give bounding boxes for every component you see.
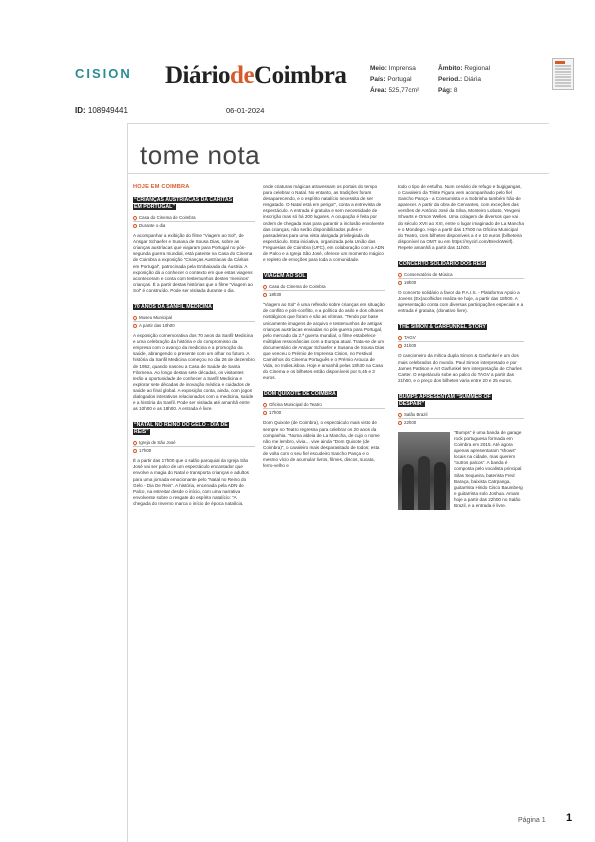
period-value: Diária bbox=[464, 76, 481, 83]
event-place bbox=[133, 214, 255, 222]
section-divider bbox=[127, 173, 549, 174]
headline-natal-reino-gelo: “NATAL NO REINO DO GELO - DIA DE REIS” bbox=[134, 422, 228, 436]
event-time bbox=[263, 291, 385, 298]
clock-icon bbox=[263, 411, 267, 415]
location-pin-icon bbox=[397, 272, 403, 278]
cision-logo: CISION bbox=[75, 66, 132, 81]
article-body-continued: todo o tipo de entulho. Num cenário de refugo e bugigangas, o Cavaleiro da Triste Figura vem acompanhado pelo fiel Sancho Pança - a Consumista e a Sobrinha também hão-de aparecer. A partir da obra de Cervantes, com exceções das versões de António José da Silva, Monteiro Lobato, Yevgeni Shvarts e Orson Welles. Uma colagem de diversos que vai do século XVII ao XXI, entre o lugar imaginado de La Mancha e o Mondego. Hoje a partir das 17h00 na Oficina Municipal do Teatro, com bilhetes disponíveis a 4 e 10 euros (bilheteira disponível na OMT ou em https://mycirl.com/BreckWeiIf). Repete amanhã a partir das 11h00. bbox=[398, 184, 524, 250]
period-label: Period.: bbox=[438, 76, 463, 83]
headline-viagem-ao-sol: VIAGEM AO SOL bbox=[264, 273, 306, 280]
pag-label: Pág: bbox=[438, 87, 453, 94]
clock-icon bbox=[133, 449, 137, 453]
headline-criancas-austriacas: “CRIANÇAS AUSTRÍACAS DA CÁRITAS EM PORTUGAL” bbox=[134, 197, 233, 211]
article-body: Dom Quixote (de Coimbra), o espectáculo mais visto de sempre no Teatro regressa para celebrar os 20 anos da companhia. “Numa aldeia de La Mancha, de cujo o nome não me lembro, vivia… vive ainda “Dom Quixote (de Coimbra)”, o cavaleiro mais desparasitado de todos; esta de volta com o seu fiel escudeiro Sancho Pança e o mesmo vício de acumular livros, filmes, discos, sucata, ferro-velho e bbox=[263, 420, 380, 469]
masthead-de: de bbox=[230, 62, 255, 89]
time-text: 21h00 bbox=[404, 343, 417, 349]
ambito-label: Âmbito: bbox=[438, 65, 463, 72]
time-text: 18h30 bbox=[269, 292, 282, 298]
article-body: O concerto solidário a favor da P.A.I.S. - Plataforma Apoio a Jovens (Ex)acolhidos realiza-se hoje, a partir das 18h00. A apresentação conta com diversas participações especiais e a entrada é gratuita, (donativo livre). bbox=[398, 290, 524, 314]
event-place bbox=[398, 334, 524, 342]
location-pin-icon bbox=[397, 412, 403, 418]
column-2 bbox=[263, 184, 385, 469]
meio-label: Meio: bbox=[370, 65, 387, 72]
place-text: Casa do Cinema de Coimbra bbox=[139, 215, 196, 221]
place-text: Igreja de São José bbox=[139, 440, 176, 446]
kicker: HOJE EM COIMBRA bbox=[133, 184, 190, 190]
meta-block-right bbox=[438, 63, 490, 96]
event-time bbox=[133, 222, 255, 229]
masthead-diario: Diário bbox=[165, 62, 231, 89]
headline-concerto-solidario: CONCERTO SOLIDÁRIO DOS REIS bbox=[399, 261, 486, 268]
pag-value: 8 bbox=[453, 87, 458, 94]
clock-icon bbox=[398, 344, 402, 348]
event-time bbox=[398, 342, 524, 349]
event-time bbox=[398, 419, 524, 426]
place-text: Conservatório de Música bbox=[404, 272, 453, 278]
area-label: Área: bbox=[370, 87, 387, 94]
column-1 bbox=[133, 184, 255, 507]
place-text: Casa do Cinema de Coimbra bbox=[269, 284, 326, 290]
event-time bbox=[263, 409, 385, 416]
id-label: ID: bbox=[75, 106, 86, 115]
section-title: tome nota bbox=[140, 140, 261, 170]
clock-icon bbox=[263, 293, 267, 297]
column-3 bbox=[398, 184, 524, 512]
event-place bbox=[263, 283, 385, 291]
clipping-date: 06-01-2024 bbox=[226, 106, 265, 115]
place-text: Oficina Municipal do Teatro bbox=[269, 402, 322, 408]
time-text: 17h00 bbox=[139, 448, 152, 454]
location-pin-icon bbox=[132, 215, 138, 221]
clock-icon bbox=[133, 224, 137, 228]
event-place bbox=[398, 271, 524, 279]
page-number: 1 bbox=[566, 812, 573, 824]
article-body-continued: onde criaturas mágicas atravessam os portais do tempo para celebrar o Natal. No entanto, as tradições foram desaparecendo, e o espírito natalício necessita de ser resgatado. O Natal está em perigo!”, conta a entrevista de espectáculo. A entrada é gratuita e sem necessidade de inscrição mas só há 200 lugares. A ocupação é feita por ordem de chegada mas para garantir a inclusão envolvente das crianças, não serão disponibilizados pufes e passadeiras para uma vista alargada privilegiada do espectáculo. Esta iniciativa, organizada pela União das Freguesias de Coimbra (UFC), em colaboração com a ADN de Palco e a Igreja São José, oferece um momento mágico e repleto de emoções para toda a comunidade. bbox=[263, 184, 385, 263]
location-pin-icon bbox=[262, 284, 268, 290]
headline-bumps: BUMPS APRESENTAM “SUMMER OF DESPAIR” bbox=[399, 393, 491, 407]
clock-icon bbox=[398, 421, 402, 425]
event-place bbox=[133, 314, 255, 322]
location-pin-icon bbox=[132, 315, 138, 321]
article-body: A acompanhar a exibição do filme “Viagem ao Sol”, de Ansgar Schaefer e Susana de Sousa Dias, sobre as crianças austríacas que viajaram para Portugal no pós-segunda guerra mundial, está patente na Casa do Cinema de Coimbra a exposição “Crianças Austríacas da Cáritas em Portugal”, patrocinada pela Embaixada da Áustria. A exposição dá a conhecer o contexto em que estas viagens aconteceram e conta com testemunhos destes ‘meninos’ crianças. É a partir destas histórias que o filme “Viagem ao Sol” é construído. Pode ser visitada durante o dia. bbox=[133, 233, 253, 293]
event-time bbox=[133, 322, 255, 329]
event-time bbox=[398, 279, 524, 286]
article-body: “Bumps” é uma banda de garage rock portuguesa formada em Coimbra em 2015. Até agora apenas apresentaram “shows” locais na cidade, mas querem “outros palcos”. A banda é composta pelo vocalista principal Silas Sequeira, baterista Fred Baraça, baixista Catrpanga, guitarrista Hirido Cisco Baumberg e guitarrista solo Joshua. Amam hoje a partir das 22h00 no Salão Brazil, e a entrada é livre. bbox=[454, 429, 523, 508]
ambito-value: Regional bbox=[464, 65, 491, 72]
article-body: A exposição comemorativa dos 70 anos da Sanfil Medicina e uma celebração da história e do compromisso da empresa com o avanço da medicina e a promoção da saúde, abrangendo o presente com um olhar no futuro. A história da Sanfil Medicina começou no dia 26 de dezembro de 1952, quando nasceu a Casa de Saúde de Santa Filomena. Ao longo destas sete décadas, os visitantes terão a oportunidade de conhecer a Sanfil Medicina e explorar sete décadas de inovação médica e cuidados de saúde ao final global. A exposição conta, ainda, com jogos dialogados interativos relacionados com a medicina, saúde e a história da Sanfil. Pode ser visitada até amanhã entre as 10h00 e as 18h00. A entrada é livre. bbox=[133, 333, 255, 412]
event-place bbox=[133, 439, 255, 447]
newspaper-masthead bbox=[165, 62, 346, 90]
meta-block-left bbox=[370, 63, 419, 96]
pais-label: País: bbox=[370, 76, 386, 83]
article-body: O cancioneiro da mítica dupla Simon & Garfunkel e um dos mais celebrados do mundo. Paul Simon interpretado e por James Pattison e Art Garfunkel tem interpretação de Charles Carter. O espetáculo sobe ao palco do TAGV a partir das 21h00, e o preço dos bilhetes varia entre 20 e 25 euros. bbox=[398, 353, 522, 383]
band-photo bbox=[398, 432, 450, 510]
clipping-id bbox=[75, 106, 128, 115]
page-label: Página 1 bbox=[518, 817, 546, 824]
article-body: “Viagem ao Sol” é uma reflexão sobre crianças em situação de conflito e pós-conflito, e a política do asilo e dos olhares nostálgicos que foram e são as vítimas. “Tendo por base unicamente imagens de arquivo e testemunhos de antigas crianças austríacas enviadas no pós-guerra para Portugal, pelo mercado da 2.ª guerra mundial, o filme estabelece múltiplas ressonâncias com a Europa atual. Trata-se de um documentário de Ansgar Schaefer e Susana de Sousa Dias que venceu o Prémio de Imprensa Cision, no Festival Caminhos do Cinema Português e o Prémio Arouca de Vida, no IndieLisboa. Hoje e amanhã pelas 18h30 na Casa do Cinema e os bilhetes estão disponíveis por 6,45 e 3 euros. bbox=[263, 302, 385, 381]
clock-icon bbox=[398, 281, 402, 285]
article-body: É a partir das 17h00 que o salão paroquial da Igreja São José vai ser palco de um espectáculo encantador que envolve a magia do Natal e transporta crianças e adultos para uma jornada emocionante pelo “Natal no Reino do Gelo - Dia De Reis”. A história, encenada pela ADN de Palco, na estreitar desde o início, com uma narrativa envolvente sobre o resgate do espírito natalício: “A chegada do Inverno marca o início de época natalícia, bbox=[133, 458, 249, 506]
location-pin-icon bbox=[397, 335, 403, 341]
location-pin-icon bbox=[262, 402, 268, 408]
place-text: TAGV bbox=[404, 335, 416, 341]
event-place bbox=[263, 401, 385, 409]
headline-dom-quixote: DOM QUIXOTE DE COIMBRA bbox=[264, 391, 336, 398]
time-text: 17h00 bbox=[269, 410, 282, 416]
event-place bbox=[398, 411, 524, 419]
headline-simon-garfunkel: THE SIMON & GARFUNKEL STORY bbox=[399, 324, 486, 331]
place-text: Museu Municipal bbox=[139, 315, 172, 321]
place-text: Salão Brazil bbox=[404, 411, 428, 417]
page-thumbnail[interactable] bbox=[552, 58, 574, 90]
location-pin-icon bbox=[132, 440, 138, 446]
headline-sanfil: 70 ANOS DA SANFIL MEDICINA bbox=[134, 304, 212, 311]
time-text: 22h00 bbox=[404, 419, 417, 425]
id-value: 108949441 bbox=[87, 106, 128, 115]
clock-icon bbox=[133, 324, 137, 328]
pais-value: Portugal bbox=[387, 76, 412, 83]
time-text: A partir das 10h00 bbox=[139, 323, 175, 329]
event-time bbox=[133, 447, 255, 454]
time-text: 18h00 bbox=[404, 280, 417, 286]
meio-value: Imprensa bbox=[388, 65, 416, 72]
time-text: Durante o dia bbox=[139, 223, 166, 229]
area-value: 525,77cm² bbox=[388, 87, 420, 94]
masthead-coimbra: Coimbra bbox=[254, 62, 347, 89]
